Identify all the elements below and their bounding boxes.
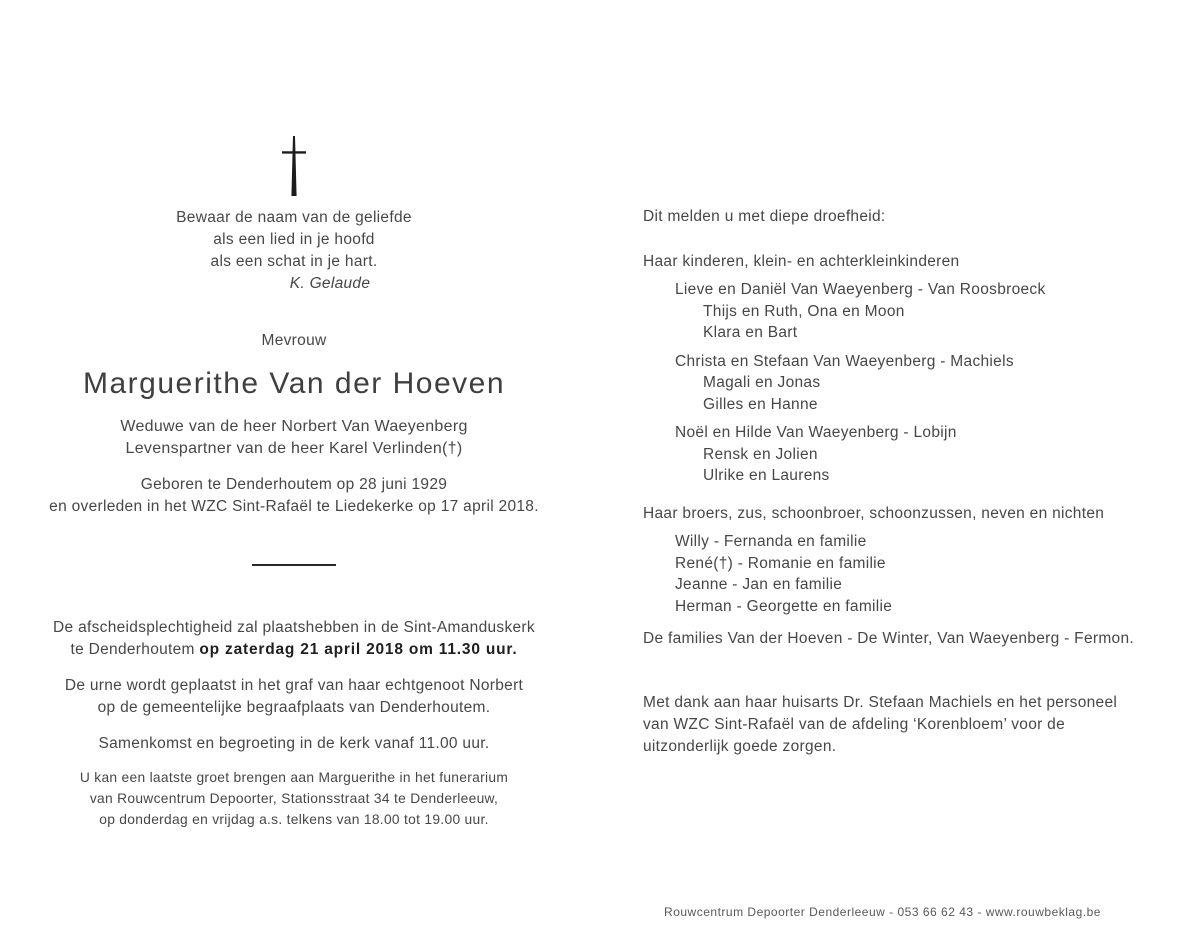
sibling-line: René(†) - Romanie en familie [675, 554, 886, 572]
latin-cross-icon [0, 136, 588, 196]
siblings-section-header: Haar broers, zus, schoonbroer, schoonzussen, neven en nichten [643, 504, 1105, 522]
relation-line: Levenspartner van de heer Karel Verlinden(†) [125, 440, 463, 457]
family-parents: Lieve en Daniël Van Waeyenberg - Van Roosbroeck [675, 281, 1046, 298]
family-parents: Christa en Stefaan Van Waeyenberg - Machiels [675, 352, 1014, 370]
ceremony-location: te Denderhoutem [70, 641, 200, 658]
urn-line: De urne wordt geplaatst in het graf van haar echtgenoot Norbert [64, 677, 524, 694]
family-descendant: Thijs en Ruth, Ona en Moon [703, 302, 905, 320]
family-descendant: Klara en Bart [703, 324, 798, 341]
family-group [643, 279, 1177, 344]
urn-paragraph [0, 675, 588, 719]
urn-line: op de gemeentelijke begraafplaats van Denderhoutem. [97, 699, 491, 716]
ceremony-paragraph [0, 617, 588, 661]
visitation-paragraph [0, 767, 588, 830]
section-divider [252, 564, 336, 566]
visitation-line: van Rouwcentrum Depoorter, Stationsstraat 34 te Denderleeuw, [89, 791, 499, 806]
sibling-line: Herman - Georgette en familie [675, 597, 893, 615]
poem-line: als een lied in je hoofd [213, 231, 375, 248]
memorial-poem [0, 207, 588, 295]
family-descendant: Ulrike en Laurens [703, 467, 830, 484]
visitation-line: U kan een laatste groet brengen aan Marguerithe in het funerarium [79, 770, 509, 785]
relation-line: Weduwe van de heer Norbert Van Waeyenberg [120, 418, 468, 435]
family-parents: Noël en Hilde Van Waeyenberg - Lobijn [675, 424, 957, 441]
siblings-list [643, 531, 1177, 617]
family-group [643, 422, 1177, 487]
life-dates [0, 474, 588, 518]
families-line: De families Van der Hoeven - De Winter, Van Waeyenberg - Fermon. [643, 630, 1134, 647]
memorial-card-right-page [588, 0, 1177, 947]
family-descendant: Rensk en Jolien [703, 445, 818, 463]
children-section-header: Haar kinderen, klein- en achterkleinkinderen [643, 252, 960, 270]
poem-line: als een schat in je hart. [210, 253, 378, 270]
thanks-paragraph: Met dank aan haar huisarts Dr. Stefaan Machiels en het personeel van WZC Sint-Rafaël van de afdeling ‘Korenbloem’ voor de uitzonderlijk goede zorgen. [643, 693, 1118, 756]
relations [0, 416, 588, 460]
ceremony-line: De afscheidsplechtigheid zal plaatshebben in de Sint-Amanduskerk [53, 619, 535, 636]
salutation: Mevrouw [261, 332, 327, 349]
family-descendant: Gilles en Hanne [703, 395, 818, 413]
sibling-line: Jeanne - Jan en familie [675, 576, 843, 593]
visitation-line: op donderdag en vrijdag a.s. telkens van 18.00 tot 19.00 uur. [99, 812, 489, 827]
family-group [643, 351, 1177, 416]
birth-line: Geboren te Denderhoutem op 28 juni 1929 [140, 476, 448, 493]
poem-attribution: K. Gelaude [289, 275, 371, 292]
family-descendant: Magali en Jonas [703, 374, 821, 391]
death-line: en overleden in het WZC Sint-Rafaël te Liedekerke op 17 april 2018. [49, 498, 539, 515]
ceremony-datetime: op zaterdag 21 april 2018 om 11.30 uur. [199, 641, 518, 658]
memorial-card-left-page [0, 0, 588, 947]
announcement-line: Dit melden u met diepe droefheid: [643, 208, 886, 225]
funeral-home-footer: Rouwcentrum Depoorter Denderleeuw - 053 66 62 43 - www.rouwbeklag.be [664, 905, 1101, 919]
ceremony-line [0, 639, 588, 661]
poem-line: Bewaar de naam van de geliefde [176, 209, 412, 226]
gathering-line: Samenkomst en begroeting in de kerk vanaf 11.00 uur. [98, 735, 490, 752]
deceased-name: Marguerithe Van der Hoeven [83, 367, 505, 400]
sibling-line: Willy - Fernanda en familie [675, 533, 867, 550]
